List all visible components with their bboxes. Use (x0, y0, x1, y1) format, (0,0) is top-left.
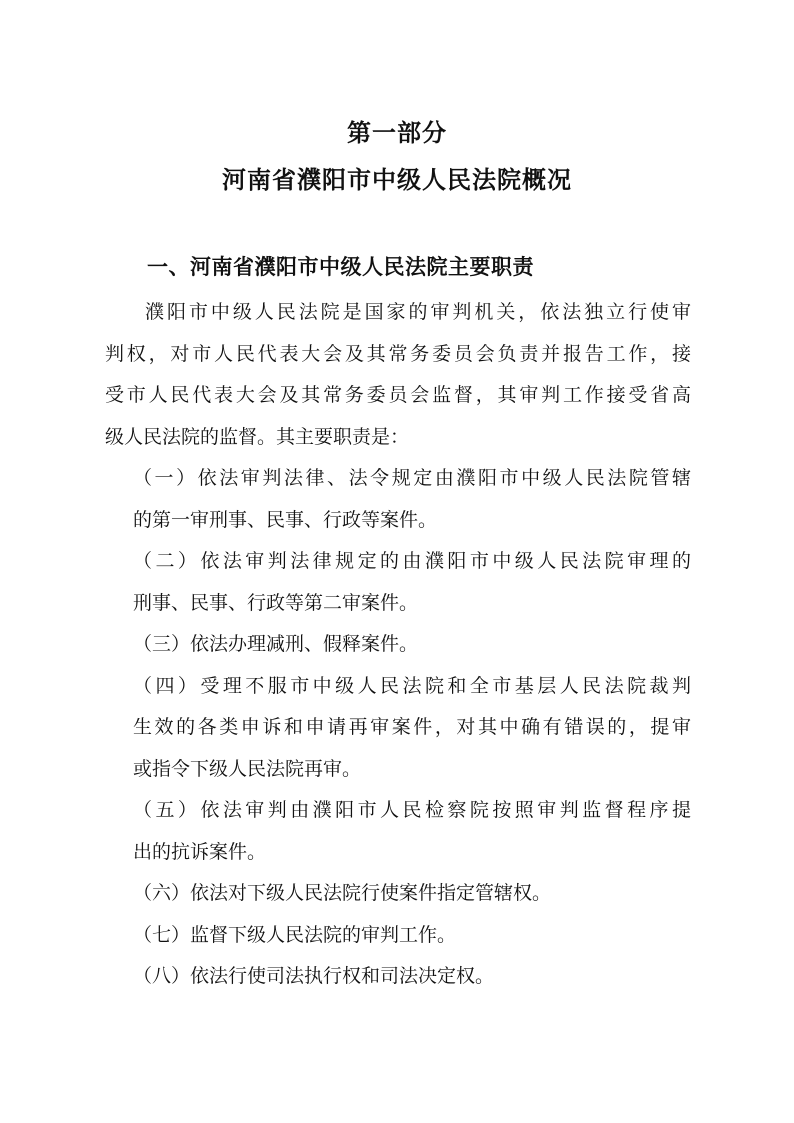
intro-line: 判权，对市人民代表大会及其常务委员会负责并报告工作，接 (105, 342, 691, 365)
duty-item-6 (105, 873, 691, 915)
intro-line: 受市人民代表大会及其常务委员会监督，其审判工作接受省高 (105, 384, 691, 406)
part-title: 第一部分 (347, 119, 447, 147)
duty-item-3 (105, 624, 691, 666)
duty-line: （五）依法审判由濮阳市人民检察院按照审判监督程序提 (133, 799, 691, 821)
duty-line: 刑事、民事、行政等第二审案件。 (133, 591, 419, 614)
section-heading: 一、河南省濮阳市中级人民法院主要职责 (147, 255, 534, 279)
duty-item-1 (105, 458, 691, 541)
duty-item-7 (105, 915, 691, 957)
document-body (105, 292, 691, 998)
duty-line: 或指令下级人民法院再审。 (133, 757, 362, 780)
duty-line: 生效的各类申诉和申请再审案件，对其中确有错误的，提审 (133, 716, 691, 738)
duty-item-8 (105, 956, 691, 998)
duty-line: 出的抗诉案件。 (133, 840, 267, 863)
duty-line: 的第一审刑事、民事、行政等案件。 (133, 508, 438, 531)
intro-paragraph (105, 292, 691, 458)
court-overview-title: 河南省濮阳市中级人民法院概况 (222, 166, 572, 194)
duty-line: （一）依法审判法律、法令规定由濮阳市中级人民法院管辖 (133, 467, 691, 489)
intro-line: 濮阳市中级人民法院是国家的审判机关，依法独立行使审 (145, 301, 691, 323)
duty-line: （二）依法审判法律规定的由濮阳市中级人民法院审理的 (133, 550, 691, 572)
duty-line: （四）受理不服市中级人民法院和全市基层人民法院裁判 (133, 674, 691, 697)
duty-item-5 (105, 790, 691, 873)
duty-line: （六）依法对下级人民法院行使案件指定管辖权。 (133, 882, 552, 904)
duty-line: （八）依法行使司法执行权和司法决定权。 (133, 965, 495, 987)
duty-line: （三）依法办理减刑、假释案件。 (133, 633, 419, 655)
duty-item-4 (105, 666, 691, 791)
duty-line: （七）监督下级人民法院的审判工作。 (133, 923, 457, 946)
intro-line: 级人民法院的监督。其主要职责是： (105, 425, 410, 448)
duty-item-2 (105, 541, 691, 624)
